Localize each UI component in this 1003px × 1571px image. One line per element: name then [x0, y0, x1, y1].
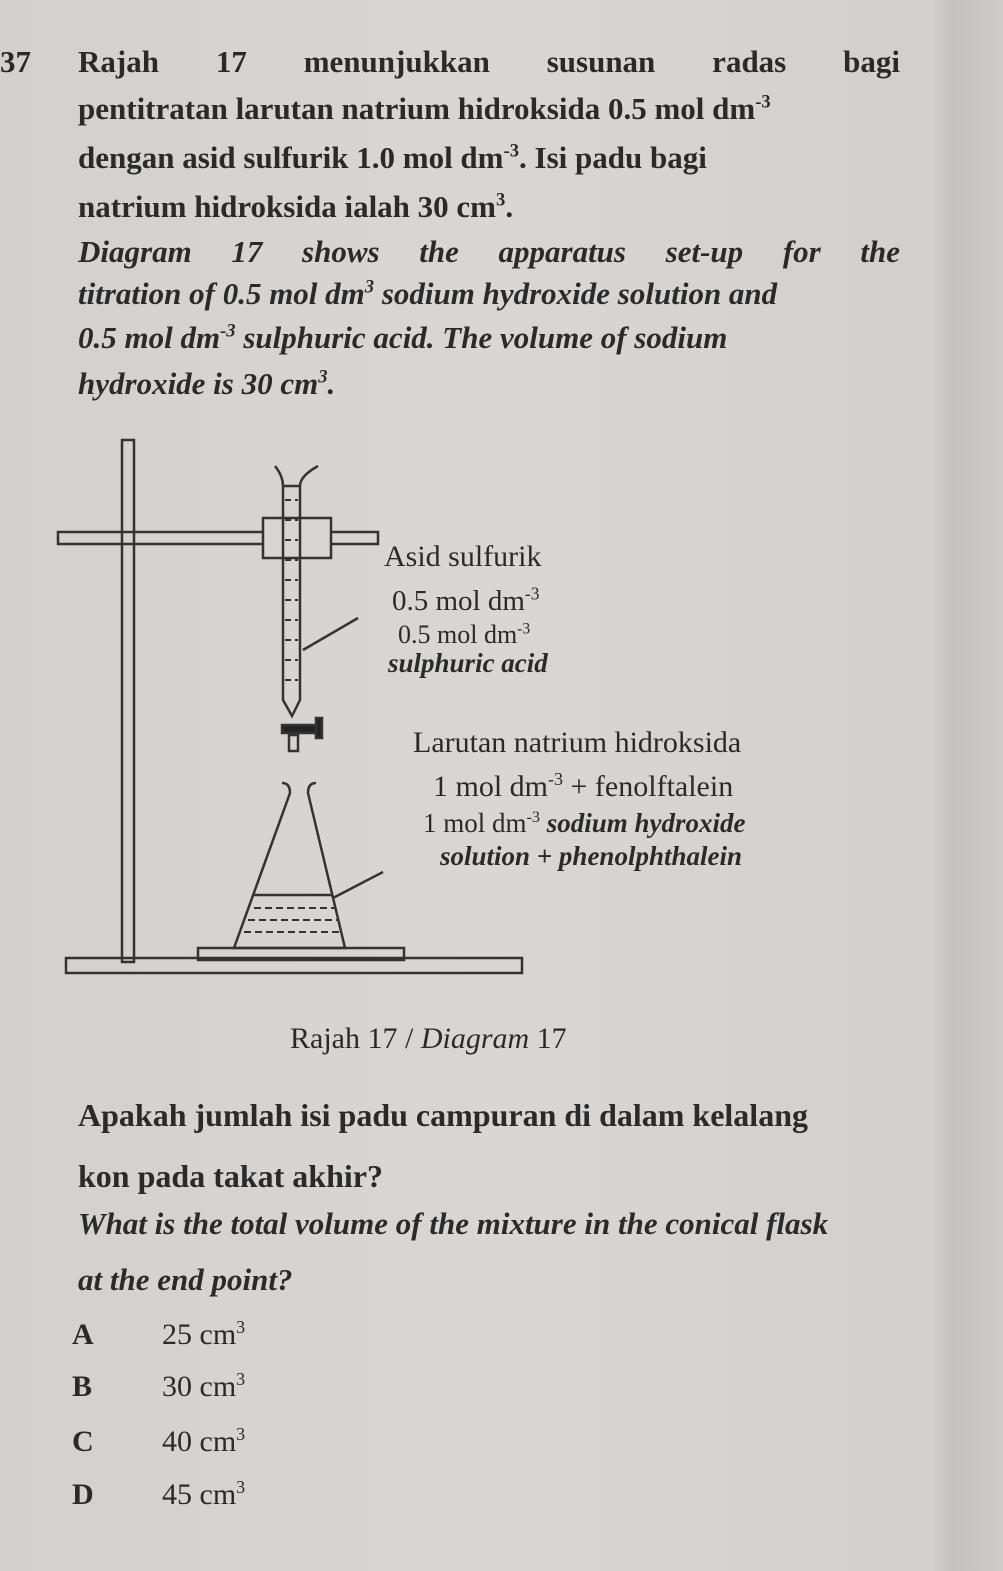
- burette-label-pointer: [303, 618, 358, 650]
- superscript: -3: [220, 320, 236, 342]
- text: 1 mol dm: [433, 770, 549, 803]
- superscript: -3: [517, 620, 531, 638]
- text: pentitratan larutan natrium hidroksida 0.5 mol dm: [78, 91, 756, 126]
- burette: [275, 466, 318, 716]
- flask-label-english: solution + phenolphthalein: [440, 841, 742, 871]
- text: titration of 0.5 mol dm: [78, 276, 365, 311]
- text: . Isi padu bagi: [519, 140, 707, 175]
- text: Diagram: [420, 1022, 530, 1055]
- option-value: 25 cm: [162, 1318, 237, 1351]
- question-english-line-1: Diagram 17 shows the apparatus set-up for the: [78, 234, 900, 269]
- question-number: 37: [0, 44, 31, 79]
- superscript: 3: [236, 1477, 246, 1497]
- superscript: 3: [236, 1317, 246, 1337]
- burette-conc-malay: [392, 585, 539, 618]
- clamp: [263, 518, 331, 558]
- flask-label-pointer: [333, 872, 383, 898]
- text: 17: [529, 1022, 567, 1055]
- superscript: 3: [318, 366, 328, 388]
- text: 0.5 mol dm: [78, 320, 221, 355]
- burette-tip: [289, 735, 298, 751]
- option-letter: A: [72, 1318, 94, 1351]
- superscript: 3: [236, 1424, 246, 1444]
- text: .: [505, 189, 514, 224]
- diagram-caption: [290, 1022, 567, 1056]
- text: .: [327, 366, 336, 401]
- stopcock-handle: [316, 718, 322, 738]
- text: Rajah 17 /: [290, 1022, 421, 1055]
- option-letter: D: [72, 1478, 94, 1511]
- text: 0.5 mol dm: [392, 585, 525, 617]
- flask-label-malay: Larutan natrium hidroksida: [413, 726, 742, 759]
- text: natrium hidroksida ialah 30 cm: [78, 189, 497, 224]
- flask-conc-malay: [433, 770, 733, 804]
- superscript: -3: [503, 140, 519, 162]
- flask-conc-english: [423, 808, 746, 839]
- superscript: 3: [236, 1369, 246, 1389]
- superscript: -3: [524, 583, 540, 604]
- superscript: -3: [755, 91, 771, 113]
- text: 0.5 mol dm: [398, 620, 518, 649]
- option-d[interactable]: [72, 1478, 245, 1512]
- text: + fenolftalein: [563, 770, 734, 803]
- option-value: 30 cm: [162, 1370, 237, 1403]
- option-a[interactable]: [72, 1318, 245, 1352]
- superscript: -3: [548, 769, 564, 789]
- burette-label-english: sulphuric acid: [388, 648, 548, 678]
- superscript: -3: [526, 808, 540, 826]
- option-c[interactable]: [72, 1425, 245, 1459]
- text: sodium hydroxide solution and: [374, 276, 778, 311]
- superscript: 3: [496, 189, 506, 211]
- text: dengan asid sulfurik 1.0 mol dm: [78, 140, 504, 175]
- option-b[interactable]: [72, 1370, 245, 1404]
- text: sodium hydroxide: [540, 808, 746, 838]
- text: sulphuric acid. The volume of sodium: [235, 320, 728, 355]
- option-letter: B: [72, 1370, 93, 1403]
- retort-stand-rod: [122, 440, 134, 962]
- flask-liquid: [244, 908, 341, 932]
- superscript: 3: [364, 276, 375, 298]
- prompt-malay-line-1: Apakah jumlah isi padu campuran di dalam kelalang: [78, 1097, 808, 1133]
- prompt-english-line-2: at the end point?: [78, 1262, 293, 1297]
- option-value: 40 cm: [162, 1425, 237, 1458]
- stopcock: [282, 725, 317, 733]
- question-malay-line-1: Rajah 17 menunjukkan susunan radas bagi: [78, 44, 900, 79]
- prompt-english-line-1: What is the total volume of the mixture in the conical flask: [78, 1206, 829, 1241]
- conical-flask: [234, 783, 345, 948]
- option-value: 45 cm: [162, 1478, 237, 1511]
- burette-conc-english: [398, 620, 530, 650]
- option-letter: C: [72, 1425, 94, 1458]
- prompt-malay-line-2: kon pada takat akhir?: [78, 1158, 383, 1194]
- burette-label-malay: Asid sulfurik: [384, 540, 542, 573]
- text: 1 mol dm: [423, 808, 527, 838]
- text: hydroxide is 30 cm: [78, 366, 319, 401]
